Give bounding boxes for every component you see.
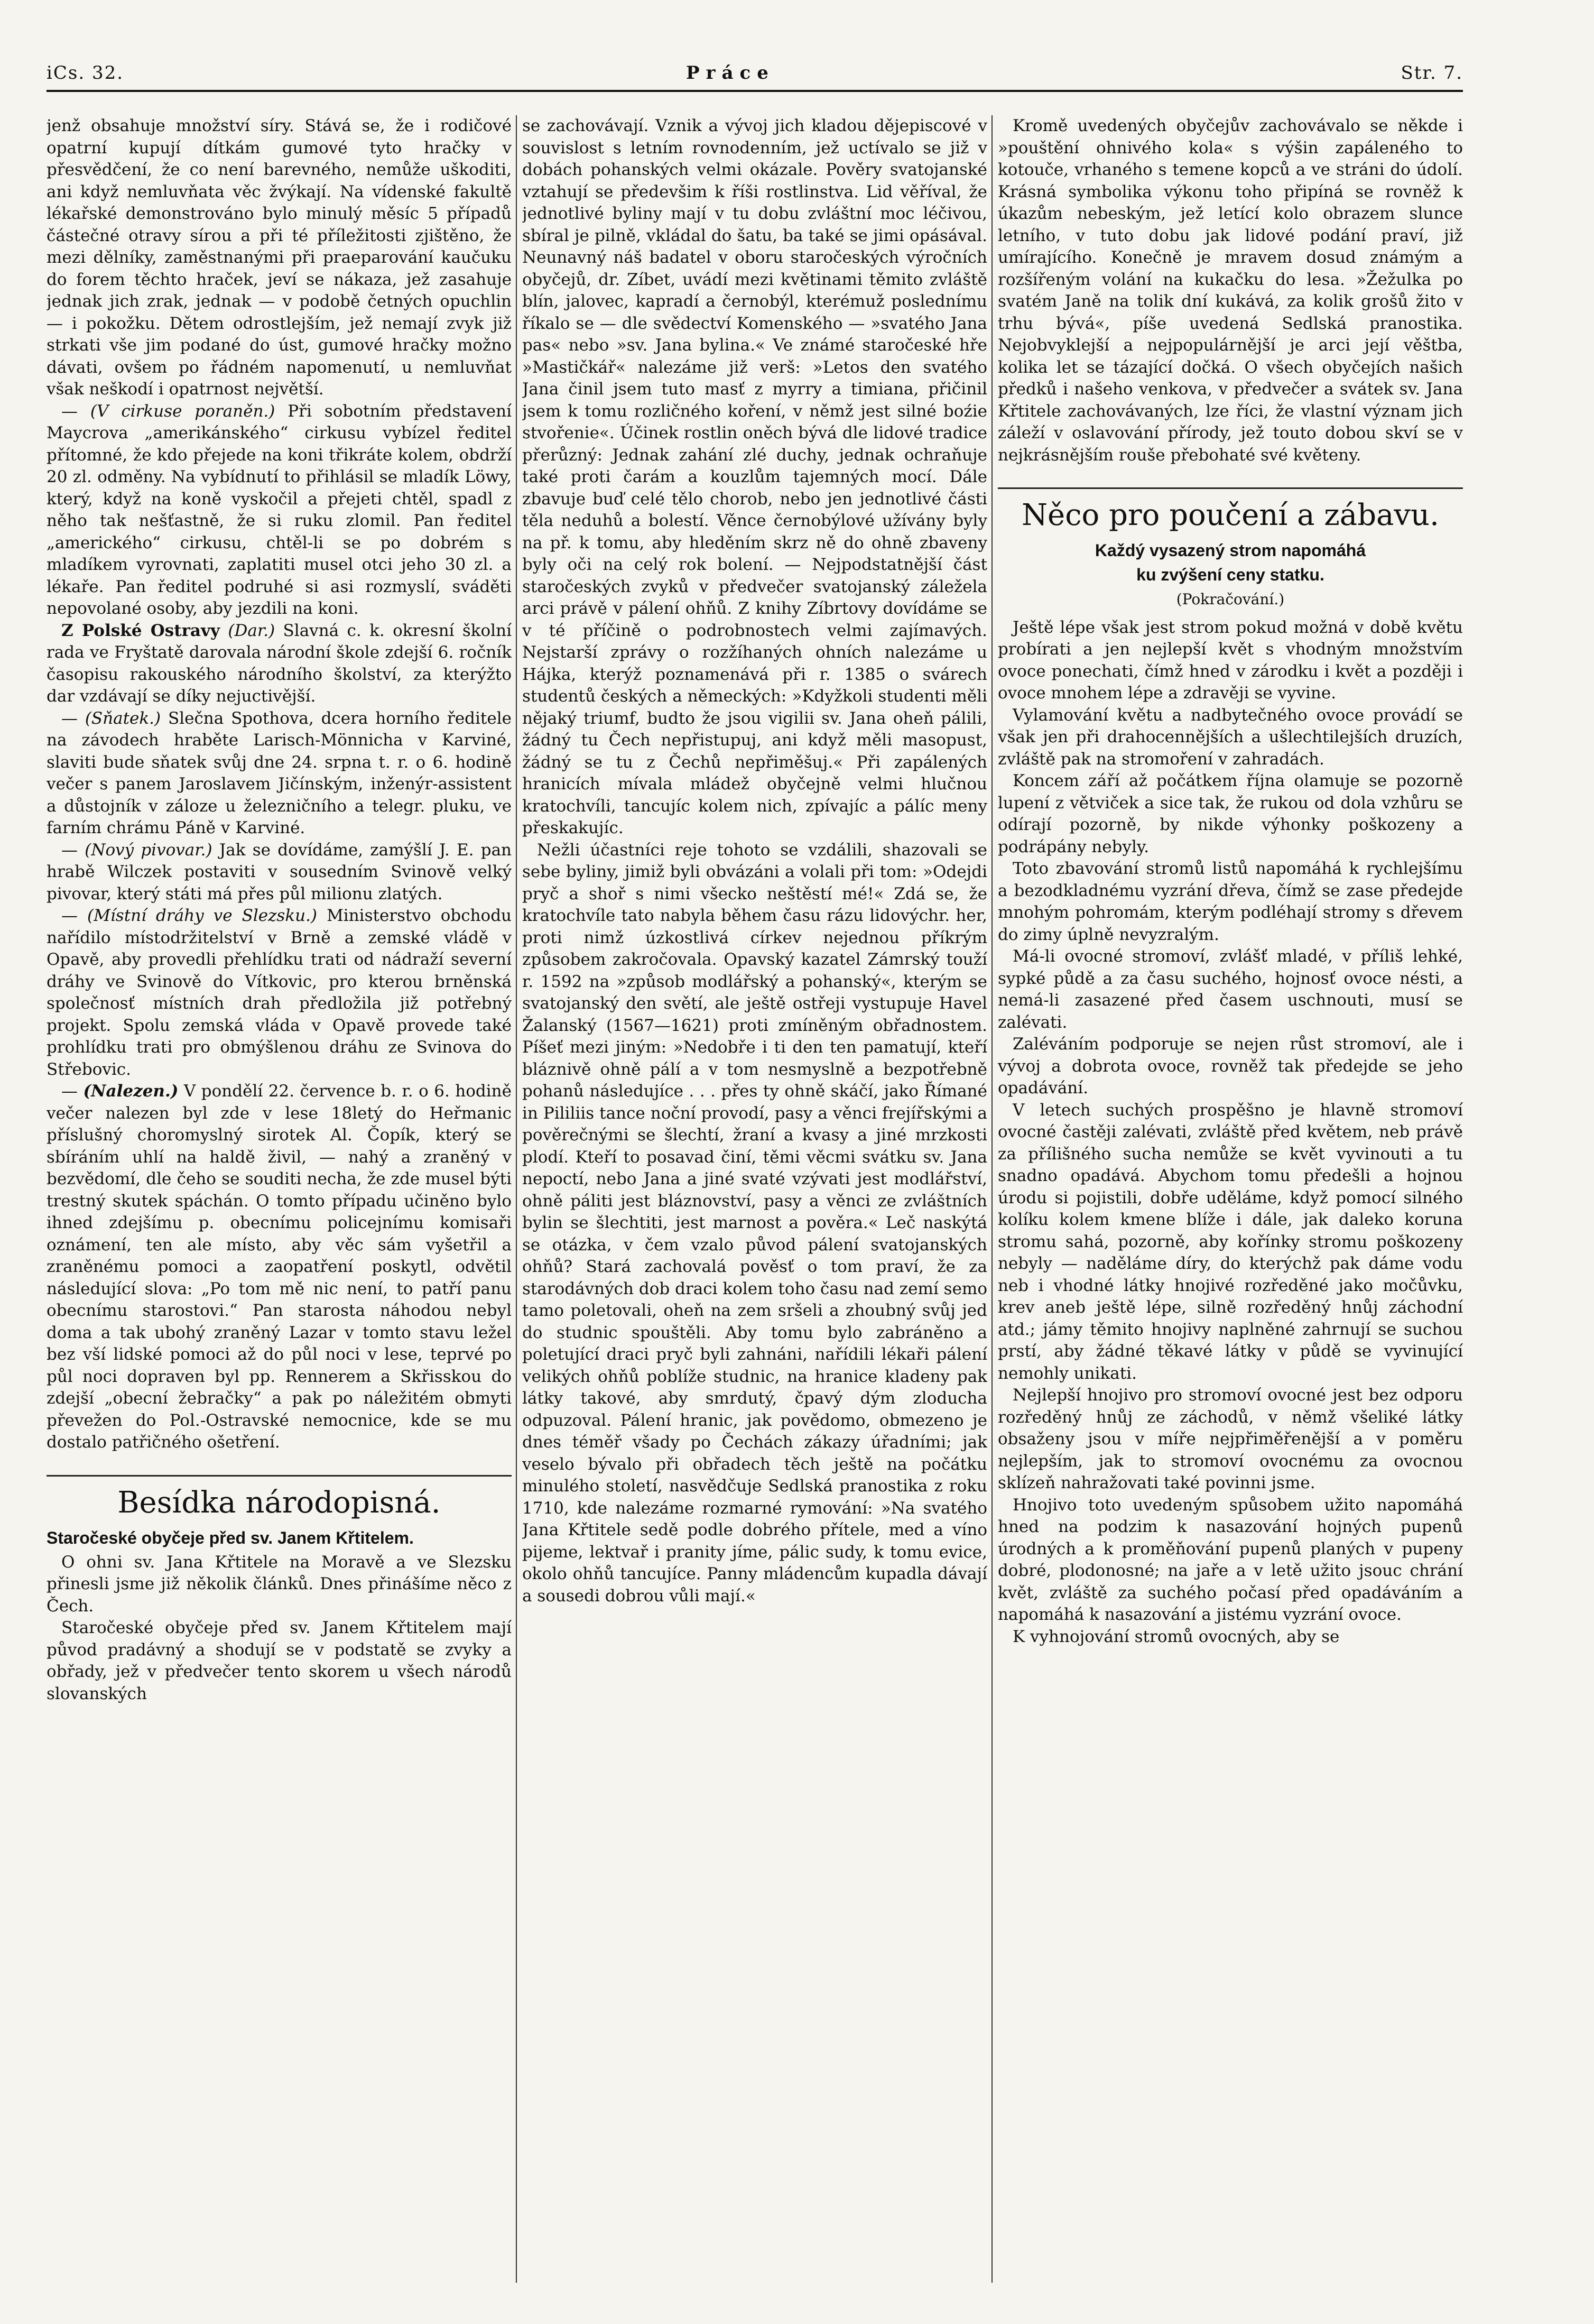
item-text: Při sobotním představení Maycrova „amerikánského“ cirkusu vybízel ředitel přítomné, že kdo přejede na koni třikráte kolem, obdrží 20 zl. odměny. Na vybídnutí to přihlásil se mladík Löwy, který, když na koně vyskočil a přejeti chtěl, spadl z něho tak nešťastně, že si ruku zlomil. Pan ředitel „amerického“ cirkusu, chtěl-li se po dobrém s mladíkem vyrovnati, zaplatiti musel otci jeho 30 zl. a lékaře. Pan ředitel podruhé si asi rozmyslí, sváděti nepovolané osoby, aby jezdili na koni. xyxy=(47,401,512,618)
item-text: Slečna Spothova, dcera horního ředitele na závodech hraběte Larisch-Mönnicha v Karviné, slaviti bude sňatek svůj dne 24. srpna t. r. o 6. hodině večer s panem Jaroslavem Jičínským, inženýr-assistent a důstojník v záloze u železničního a telegr. pluku, ve farním chrámu Páně v Karviné. xyxy=(47,708,512,837)
paragraph: Zaléváním podporuje se nejen růst stromoví, ale i vývoj a dobrota ovoce, rovněž tak předejde se jeho opadávání. xyxy=(998,1035,1463,1098)
item-text: Slavná c. k. okresní školní rada ve Fryštatě darovala národní škole zdejší 6. ročník časopisu rakouského národního školství, za kterýžto dar vzdávají se díky nejuctivější. xyxy=(47,621,512,706)
paragraph: Vylamování květu a nadbytečného ovoce provádí se však jen při drahocennějších a ušlechtilejších druzích, zvláště pak na stromoření v zahradách. xyxy=(998,705,1463,769)
masthead-title: Práce xyxy=(686,62,775,84)
paragraph: Nejlepší hnojivo pro stromoví ovocné jest bez odporu rozředěný hnůj ze záchodů, v němž všeliké látky obsaženy jsou v míře nejpřiměřenější a v poměru nejlepším, jak to stromoví ovocnému za ovocnou sklízeň nahražovati také povinni jsme. xyxy=(998,1386,1463,1492)
news-item: — (V cirkuse poraněn.) Při sobotním představení Maycrova „amerikánského“ cirkusu vybízel ředitel přítomné, že kdo přejede na koni třikráte kolem, obdrží 20 zl. odměny. Na vybídnutí to přihlásil se mladík Löwy, který, když na koně vyskočil a přejeti chtěl, spadl z něho tak nešťastně, že si ruku zlomil. Pan ředitel „amerického“ cirkusu, chtěl-li se po dobrém s mladíkem vyrovnati, zaplatiti musel otci jeho 30 zl. a lékaře. Pan ředitel podruhé si asi rozmyslí, sváděti nepovolané osoby, aby jezdili na koni. xyxy=(47,401,512,618)
item-label: (Místní dráhy ve Slezsku.) xyxy=(87,906,318,925)
column-divider xyxy=(991,115,993,2283)
column-3 xyxy=(998,115,1463,2288)
paragraph: Toto zbavování stromů listů napomáhá k rychlejšímu a bezodkladnému vyzrání dřeva, čímž se zase předejde mnohým pohromám, kterým podléhají stromy s dřevem do zimy úplně nevyzralým. xyxy=(998,859,1463,944)
news-item xyxy=(47,620,512,708)
page-number: Str. 7. xyxy=(1401,62,1463,84)
paragraph: O ohni sv. Jana Křtitele na Moravě a ve Slezsku přinesli jsme již několik článků. Dnes přinášíme něco z Čech. xyxy=(47,1552,512,1616)
article-title: Staročeské obyčeje před sv. Janem Křtitelem. xyxy=(47,1528,414,1547)
news-item: — (Místní dráhy ve Slezsku.) Ministerstvo obchodu nařídilo místodržitelství v Brně a zemské vládě v Opavě, aby provedli přehlídku trati od nádraží severní dráhy ve Svinově do Vítkovic, pro kterou brněnská společnosť místních drah předložila již potřebný projekt. Spolu zemská vláda v Opavě provede také prohlídku trati pro obmýšlenou dráhu ze Svinova do Střebovic. xyxy=(47,906,512,1079)
header-rule xyxy=(47,90,1463,92)
item-text: Ministerstvo obchodu nařídilo místodržitelství v Brně a zemské vládě v Opavě, aby provedli přehlídku trati od nádraží severní dráhy ve Svinově do Vítkovic, pro kterou brněnská společnosť místních drah předložila již potřebný projekt. Spolu zemská vláda v Opavě provede také prohlídku trati pro obmýšlenou dráhu ze Svinova do Střebovic. xyxy=(47,906,512,1079)
news-item: — (Sňatek.) Slečna Spothova, dcera horního ředitele na závodech hraběte Larisch-Mönnicha v Karviné, slaviti bude sňatek svůj dne 24. srpna t. r. o 6. hodině večer s panem Jaroslavem Jičínským, inženýr-assistent a důstojník v záloze u železničního a telegr. pluku, ve farním chrámu Páně v Karviné. xyxy=(47,708,512,837)
item-label: (Nový pivovar.) xyxy=(85,840,212,860)
paragraph: Staročeské obyčeje před sv. Janem Křtitelem mají původ pradávný a shodují se v podstatě se zvyky a obřady, jež v předvečer tento skorem u všech národů slovanských xyxy=(47,1618,512,1703)
section-title: Besídka národopisná. xyxy=(47,1475,512,1520)
column-divider xyxy=(516,115,517,2283)
paragraph: Kromě uvedených obyčejův zachovávalo se někde i »pouštění ohnivého kola« s výšin zapáleného to kotouče, vrhaného s temene kopců a ve stráni do údolí. Krásná symbolika výkonu toho připíná se rovněž k úkazům nebeským, jež letící kolo obrazem slunce letního, v tuto dobu jak lidové podání praví, již umírajícího. Konečně je mravem dosud známým a rozšířeným volání na kukačku do lesa. »Žežulka po svatém Janě na tolik dní kukává, za kolik grošů žito v trhu bývá«, píše uvedená Sedlská pranostika. Nejobvyklejší a nejpopulárnější je arci její věštba, kolika let se tázající dočká. O všech obyčejích našich předků i našeho venkova, v předvečer a svátek sv. Jana Křtitele zachovávaných, lze říci, že vlastní význam jich záleží v oslavování přírody, jež touto dobou skví se v nejkrásnějším rouše přebohaté své květeny. xyxy=(998,116,1463,465)
news-item: — (Nalezen.) V pondělí 22. července b. r. o 6. hodině večer nalezen byl zde v lese 18letý do Heřmanic příslušný choromyslný sirotek Al. Čopík, který se sbíráním uhlí na haldě živil, — nahý a zraněný v bezvědomí, dle čeho se souditi necha, že zde musel býti trestný skutek spáchán. O tomto případu učiněno bylo ihned zdejšímu p. obecnímu policejnímu komisaři oznámení, ten ale místo, aby věc sám vyšetřil a zraněnému pomoci a zaopatření poskytl, odvětil následující slova: „Po tom mě nic není, to patří panu obecnímu starostovi.“ Pan starosta náhodou nebyl doma a tak ubohý zraněný Lazar v tomto stavu ležel bez vší lidské pomoci až do půl noci v lese, teprvé po půl noci dopraven byl pp. Rennerem a Skřisskou do zdejší „obecní žebračky“ a pak po náležitém obmyti převežen do Pol.-Ostravské nemocnice, kde se mu dostalo patřičného ošetření. xyxy=(47,1082,512,1452)
item-text: V pondělí 22. července b. r. o 6. hodině večer nalezen byl zde v lese 18letý do Heřmanic příslušný choromyslný sirotek Al. Čopík, který se sbíráním uhlí na haldě živil, — nahý a zraněný v bezvědomí, dle čeho se souditi necha, že zde musel býti trestný skutek spáchán. O tomto případu učiněno bylo ihned zdejšímu p. obecnímu policejnímu komisaři oznámení, ten ale místo, aby věc sám vyšetřil a zraněnému pomoci a zaopatření poskytl, odvětil následující slova: „Po tom mě nic není, to patří panu obecnímu starostovi.“ Pan starosta náhodou nebyl doma a tak ubohý zraněný Lazar v tomto stavu ležel bez vší lidské pomoci až do půl noci v lese, teprvé po půl noci dopraven byl pp. Rennerem a Skřisskou do zdejší „obecní žebračky“ a pak po náležitém obmyti převežen do Pol.-Ostravské nemocnice, kde se mu dostalo patřičného ošetření. xyxy=(47,1082,512,1452)
item-source: (Dar.) xyxy=(228,621,275,640)
paragraph: K vyhnojování stromů ovocných, aby se xyxy=(1013,1627,1340,1646)
paragraph: V letech suchých prospěšno je hlavně stromoví ovocné častěji zalévati, zvláště před květem, neb právě za přílišného sucha nemůže se květ vyvinouti a tu snadno opadává. Abychom tomu předešli a hojnou úrodu si pojistili, dobře uděláme, když pomocí silného kolíku kolem kmene blíže i dále, jak daleko koruna stromu sahá, pozorně, aby kořínky stromu poškozeny nebyly — naděláme díry, do kterýchž pak dáme vodu neb i vhodné látky hnojivé rozředěné jako močůvku, krev aneb ještě lépe, silně rozředěný hnůj záchodní atd.; jámy těmito hnojivy naplněné zahrnují se suchou prstí, aby žádné těkavé látky v půdě se vyvinující nemohly unikati. xyxy=(998,1100,1463,1383)
item-label: (Sňatek.) xyxy=(85,708,161,728)
issue-number: iCs. 32. xyxy=(47,62,124,84)
continued-note: (Pokračování.) xyxy=(1176,591,1285,608)
page-header xyxy=(47,62,1463,105)
newspaper-page xyxy=(47,47,1463,2309)
paragraph: Má-li ovocné stromoví, zvlášť mladé, v příliš lehké, sypké půdě a za času suchého, hojnosť ovoce nésti, a nemá-li zasazené před časem uschnouti, musí se zalévati. xyxy=(998,947,1463,1032)
item-text: Jak se dovídáme, zamýšlí J. E. pan hrabě Wilczek postaviti v sousedním Svinově velký pivovar, který státi má přes půl milionu zlatých. xyxy=(47,840,512,903)
paragraph: Hnojivo toto uvedeným spůsobem užito napomáhá hned na podzim k nasazování hojných pupenů úrodných a k proměňování pupenů planých v pupeny dobré, plodonosné; na jaře a v letě užito jsouc chrání květ, zvláště za suchého počasí před opadáváním a napomáhá k nasazování a jistému vyzrání ovoce. xyxy=(998,1495,1463,1624)
article-title: Každý vysazený strom napomáhá xyxy=(1095,541,1366,560)
item-label: (V cirkuse poraněn.) xyxy=(90,401,275,421)
paragraph: Nežli účastníci reje tohoto se vzdálili, shazovali se sebe byliny, jimiž byli obvázáni a volali při tom: »Odejdi pryč a shoř s nimi všecko neštěstí mé!« Zdá se, že kratochvíle tato nabyla během času rázu lidovýchr. her, proti nimž úzkostlivá církev nejednou příkrým způsobem zakročovala. Opavský kazatel Zámrský touží r. 1592 na »způsob modlářský a pohanský«, kterým se svatojanský den světí, ale ještě ostřeji vystupuje Havel Žalanský (1567—1621) proti zmíněným obřadnostem. Píšeť mezi jiným: »Nedobře i ti den ten pamatují, kteří bláznivě ohně pálí a v tom nesmyslně a bezpotřebně pohanů následujíce . . . přes ty ohně skáčí, jako Římané in Pililiis tance noční provodí, pasy a věnci frejířskými a pověrečnými se šlechtí, žraní a kvasy a jiné mrzkosti plodí. Kteří to posavad činí, těmi věcmi svátku sv. Jana nepoctí, nebo Jana a jiné svaté vzývati jest modlářství, ohně páliti jest bláznovství, pasy a věnci ze zvláštních bylin se šlechtiti, jest marnost a pověra.« Leč naskýtá se otázka, v čem vzalo původ pálení svatojanských ohňů? Stará zachovalá pověsť o tom praví, že za starodávných dob draci kolem toho času nad zemí semo tamo poletovali, oheň na zem sršeli a zhoubný svůj jed do studnic spouštěli. Aby tomu bylo zabráněno a poletující draci pryč byli zahnáni, nařídili lékaři pálení velikých ohňů poblíže studnic, na hranice kladeny pak látky takové, aby smrdutý, čpavý dým zloducha odpuzoval. Pálení hranic, jak povědomo, obmezeno je dnes téměř všady po Čechách zákazy úřadními; jak veselo bývalo při obřadech těch ještě na počátku minulého století, nasvědčuje Sedlská pranostika z roku 1710, kde nalezáme rozmarné rymování: »Na svatého Jana Křtitele sedě podle dobrého přítele, med a víno pijeme, lektvař i pranity jíme, pálic sudy, k tomu evice, okolo ohňů tancujíce. Panny mládencům kupadla dávají a sousedi dobrou vůli mají.« xyxy=(522,840,987,1606)
column-2 xyxy=(522,115,987,2288)
paragraph: Ještě lépe však jest strom pokud možná v době květu probírati a jen nejlepší květ s vhodným množstvím ovoce ponechati, čímž hned v zárodku i květ a později i ovoce mnohem lépe a zdravěji se vyvine. xyxy=(998,617,1463,703)
paragraph: jenž obsahuje množství síry. Stává se, že i rodičové opatrní kupují dítkám gumové tyto hračky v přesvědčení, že co není barevného, nemůže uškoditi, ani když nemluvňata věc žvýkají. Na vídenské fakultě lékařské demonstrováno bylo minulý měsíc 5 případů částečné otravy sírou a při té příležitosti zjištěno, že mezi dělníky, zaměstnanými při praeparování kaučuku do forem těchto hraček, jeví se nákaza, jež zasahuje jednak jich zrak, jednak — v podobě četných opuchlin — i pokožku. Dětem odrostlejším, jež nemají zvyk již strkati vše jim podané do úst, gumové hračky možno dávati, ovšem po řádném napomenutí, u nemluvňat však neškodí i opatrnost největší. xyxy=(47,116,512,399)
paragraph: Koncem září až počátkem října olamuje se pozorně lupení z větviček a sice tak, že rukou od dola vzhůru se odírají pozorně, by nikde výhonky poškozeny a podrápány nebyly. xyxy=(998,771,1463,856)
item-label: Z Polské Ostravy xyxy=(61,621,220,640)
article-title-line-2: ku zvýšení ceny statku. xyxy=(1136,565,1324,584)
news-item: — (Nový pivovar.) Jak se dovídáme, zamýšlí J. E. pan hrabě Wilczek postaviti v sousedním Svinově velký pivovar, který státi má přes půl milionu zlatých. xyxy=(47,840,512,903)
section-title: Něco pro poučení a zábavu. xyxy=(998,487,1463,532)
paragraph: se zachovávají. Vznik a vývoj jich kladou dějepiscové v souvislost s letním rovnodenním, jež uctívalo se již v dobách pohanských velmi okázale. Pověry svatojanské vztahují se předevšim k říši rostlinstva. Lid věříval, že jednotlivé byliny mají v tu dobu zvláštní moc léčivou, sbíral je pilně, vkládal do šatu, ba také se jimi opásával. Neunavný náš badatel v oboru staročeských výročních obyčejů, dr. Zíbet, uvádí mezi květinami těmito zvláště blín, jalovec, kapradí a černobýl, kterémuž poslednímu říkalo se — dle svědectví Komenského — »svatého Jana pas« nebo »sv. Jana bylina.« Ve známé staročeské hře »Mastičkář« nalezáme již verš: »Letos den svatého Jana činil jsem tuto masť z myrry a timiana, přičinil jsem k tomu rozličného koření, v němž jest silné boźie stvořenie«. Účinek rostlin oněch bývá dle lidové tradice přerůzný: Jednak zahání zlé duchy, jednak ochraňuje také proti čarám a kouzlům tajemných mocí. Dále zbavuje buď celé tělo chorob, nebo jen jednotlivé části těla neduhů a bolestí. Věnce černobýlové užívány byly na př. k tomu, aby hleděním skrz ně do ohně zbaveny byly oči na celý rok bolení. — Nejpodstatnější část staročeských zvyků v předvečer svatojanský záležela arci právě v pálení ohňů. Z knihy Zíbrtovy dovídáme se v té příčině o podrobnostech velmi zajímavých. Nejstarší zprávy o rozžíhaných ohních nalezáme u Hájka, kterýž poznamenává při r. 1385 o svárech studentů českých a německých: »Kdyžkoli studenti měli nějaký triumf, budto že jsou vigilii sv. Jana oheň pálili, žádný tu Čech nepřistupuj, ani když měli masopust, žádný se tu z Čechů nepřiměšuj.« Při zapálených hranicích mívala mládež obyčejně velmi hlučnou kratochvíli, tancujíc kolem nich, zpívajíc a pálíc meny přeskakujíc. xyxy=(522,116,987,837)
item-label: (Nalezen.) xyxy=(83,1082,179,1101)
column-1 xyxy=(47,115,512,2288)
